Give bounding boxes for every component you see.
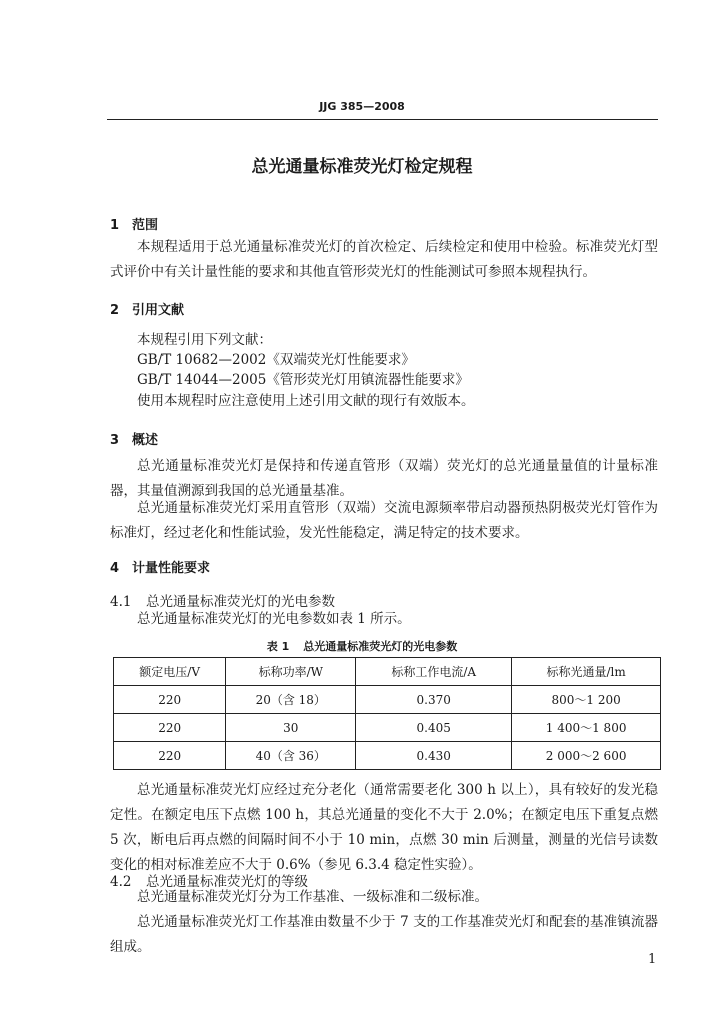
table-cell: 220: [114, 714, 226, 742]
table-cell: 0.430: [356, 742, 512, 770]
section-number: 1: [110, 218, 120, 233]
subsection-number: 4.2: [110, 874, 132, 890]
table-cell: 1 400～1 800: [512, 714, 661, 742]
table-intro-line: 总光通量标准荧光灯的光电参数如表 1 所示。: [137, 611, 411, 627]
scope-paragraph: 本规程适用于总光通量标准荧光灯的首次检定、后续检定和使用中检验。标准荧光灯型式评价中有关计量性能的要求和其他直管形荧光灯的性能测试可参照本规程执行。: [110, 239, 658, 280]
document-header: JJG 385—2008: [319, 100, 405, 113]
table-cell: 20（含 18）: [226, 686, 356, 714]
table-cell: 2 000～2 600: [512, 742, 661, 770]
table-label: 表 1: [266, 640, 290, 653]
reference-line: 本规程引用下列文献：: [137, 332, 272, 348]
table-cell: 30: [226, 714, 356, 742]
section-title: 计量性能要求: [132, 561, 211, 576]
aging-stability-paragraph: 总光通量标准荧光灯应经过充分老化（通常需要老化 300 h 以上），具有较好的发光稳定性。在额定电压下点燃 100 h，其总光通量的变化不大于 2.0%；在额定电压下重复点燃 5 次，断电后再点燃的间隔时间不小于 10 min，点燃 30 min 后测量，测量的光信号读数变化的相对标准差应不大于 0.6%（参见 6.3.4 稳定性实验）。: [110, 782, 658, 873]
table-row: [114, 686, 661, 714]
section-4-heading: [110, 557, 210, 576]
table-cell: 40（含 36）: [226, 742, 356, 770]
page-number: 1: [648, 952, 657, 967]
section-number: 4: [110, 561, 120, 576]
overview-paragraph: 总光通量标准荧光灯采用直管形（双端）交流电源频率带启动器预热阴极荧光灯管作为标准灯，经过老化和性能试验，发光性能稳定，满足特定的技术要求。: [110, 500, 658, 541]
table-caption: [0, 638, 724, 654]
section-title: 概述: [132, 433, 159, 448]
section-title: 范围: [132, 218, 159, 233]
subsection-4-1-heading: [110, 590, 335, 610]
subsection-title: 总光通量标准荧光灯的光电参数: [146, 594, 335, 610]
overview-paragraph: 总光通量标准荧光灯是保持和传递直管形（双端）荧光灯的总光通量量值的计量标准器，其量值溯源到我国的总光通量基准。: [110, 458, 658, 499]
table-header-row: [114, 658, 661, 686]
section-3-heading: [110, 429, 158, 448]
table-cell: 220: [114, 742, 226, 770]
subsection-title: 总光通量标准荧光灯的等级: [146, 874, 308, 890]
table-row: [114, 742, 661, 770]
reference-line: 使用本规程时应注意使用上述引用文献的现行有效版本。: [137, 393, 475, 409]
photoelectric-parameters-table: [113, 657, 661, 770]
section-2-heading: [110, 299, 184, 318]
table-cell: 0.405: [356, 714, 512, 742]
section-1-heading: [110, 214, 158, 233]
header-cell: 额定电压/V: [114, 658, 226, 686]
page-title: 总光通量标准荧光灯检定规程: [251, 157, 473, 177]
grade-paragraph: 总光通量标准荧光灯分为工作基准、一级标准和二级标准。: [137, 889, 488, 905]
table-cell: 220: [114, 686, 226, 714]
working-standard-paragraph: 总光通量标准荧光灯工作基准由数量不少于 7 支的工作基准荧光灯和配套的基准镇流器组成。: [110, 914, 658, 955]
subsection-number: 4.1: [110, 594, 132, 610]
reference-line: GB/T 14044—2005《管形荧光灯用镇流器性能要求》: [137, 372, 469, 388]
section-title: 引用文献: [132, 303, 185, 318]
table-caption-text: 总光通量标准荧光灯的光电参数: [303, 640, 458, 653]
section-number: 3: [110, 433, 120, 448]
table-cell: 800～1 200: [512, 686, 661, 714]
section-number: 2: [110, 303, 120, 318]
header-cell: 标称功率/W: [226, 658, 356, 686]
reference-line: GB/T 10682—2002《双端荧光灯性能要求》: [137, 352, 415, 368]
header-cell: 标称工作电流/A: [356, 658, 512, 686]
table-row: [114, 714, 661, 742]
table-cell: 0.370: [356, 686, 512, 714]
header-cell: 标称光通量/lm: [512, 658, 661, 686]
header-rule: [107, 119, 658, 120]
